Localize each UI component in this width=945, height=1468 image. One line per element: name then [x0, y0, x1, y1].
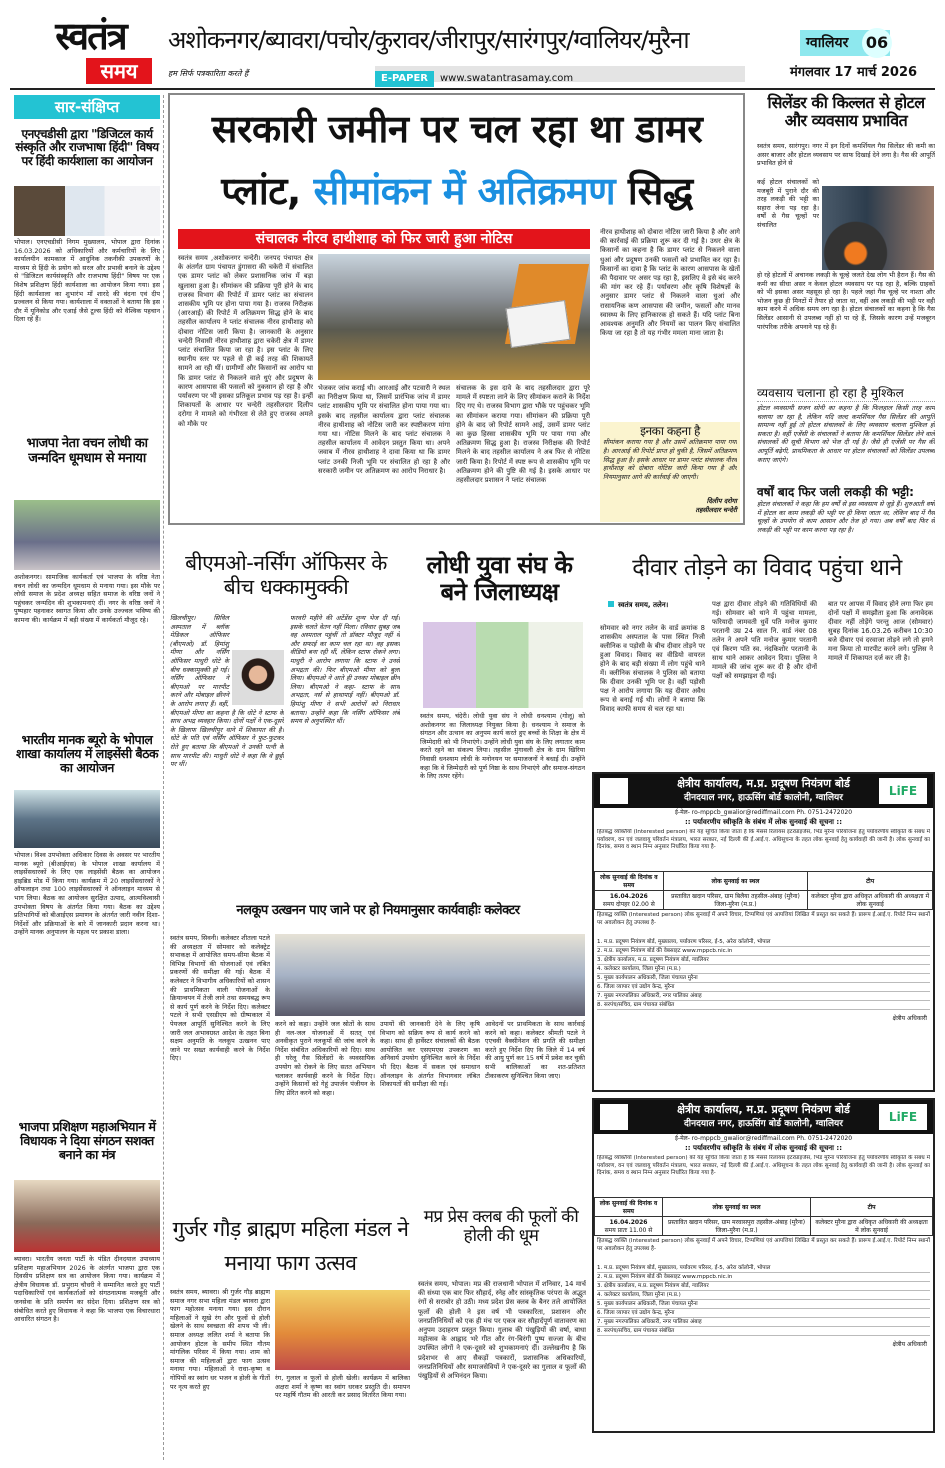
photo: [14, 500, 160, 570]
issue-date: मंगलवार 17 मार्च 2026: [790, 65, 918, 80]
mppcb-logo-icon: [600, 1104, 628, 1130]
ad-notice-title: :: पर्यावरणीय स्वीकृति के संबंध में लोक सुनवाई की सूचना ::: [684, 1144, 843, 1152]
article-body: खिलचीपुर। सिविल अस्पताल में ब्लॉक मेडिकल ऑफिसर (बीएमओ) डॉ. हिमांशु मीणा और नर्सिंग ऑफिसर माधुरी धोटे के बीच धक्कामुक्की हो गई। नर्सिंग ऑफिसर ने बीएमओ पर मारपीट करने और मोबाइल छीनने के आरोप लगाए हैं। वहीं, बीएमओ मीणा का कहना है कि धोटे ने स्टाफ के साथ अभद्र व्यवहार किया। दोनों पक्षों ने एक-दूसरे के खिलाफ खिलचीपुर थाने में शिकायत की है। धोटे के पति एवं नर्सिंग ऑफिसर ने फुट-फुटकर रोते हुए बताया कि बीएमओ ने उनकी पत्नी के साथ मारपीट की। माधुरी धोटे ने कहा कि वे छुट्टी पर थीं।: [170, 614, 284, 769]
quote-body: सीमांकन कराया गया है और उसमें अतिक्रमण पाया गया है। आरआई की रिपोर्ट प्राप्त हो चुकी है, जिसमें अतिक्रमण सिद्ध हुआ है। इसके आधार पर डामर प्लांट संचालक नीरव हाथीशाह को दोबारा नोटिस जारी किया गया है और नियमानुसार आगे की कार्रवाई की जाएगी।: [603, 438, 737, 481]
list-item: 8. सरपंच/सचिव, ग्राम पंचायत संबंधित: [597, 1001, 930, 1010]
meeting-photo: [275, 934, 585, 1016]
article-body: करने को कहा। उन्होंने जल स्रोतों के साथ ही नल-जल योजनाओं में सतत् एवं अनवीकृत पुराने नलकूपों की जांच करने के निर्देश संबंधित अधिकारियों को दिए। साथ ही घरेलू गैस सिलेंडरों के व्यवसायिक उपयोग को रोकने के लिए सतत अभियान चलाकर कार्यवाही करने के निर्देश दिए। उन्होंने किसानों को गेहूं उपार्जन पंजीयन के लिए प्रेरित करने को कहा।: [275, 1020, 375, 1097]
column-divider: [163, 95, 164, 1460]
quote-title: इनका कहना है: [640, 424, 700, 438]
col-header: लोक सुनवाई का स्थल: [662, 1198, 810, 1217]
ad-signatory: क्षेत्रीय अधिकारी: [892, 1341, 927, 1348]
section-header: सार-संक्षिप्त: [14, 95, 160, 119]
article-body: बात पर आपस में विवाद होने लगा फिर हम दोनों पक्षों में समझौता हुआ कि अनावेदक दीवार नहीं तोड़ेंगे परन्तु आज (सोमवार) सुबह दिनांक 16.03.26 करीबन 10:30 बजे दीवार एवं दरवाजा तोड़ने लगे तो हमने मना किया तो मारपीट करने लगे। पुलिस ने मामले में शिकायत दर्ज कर ली है।: [828, 600, 933, 662]
article-body: स्वतंत्र समय, ब्यावरा। श्री गुर्जर गौड़ ब्राह्मण समाज नगर सभा महिला मंडल ब्यावरा द्वारा फाग महोत्सव मनाया गया। इस दौरान महिलाओं ने सूखे रंग और फूलों से होली खेलने के साथ स्वच्छता की शपथ भी ली। समाज अध्यक्ष ललित शर्मा ने बताया कि आयोजन होटल के समीप स्थित गौतम मांगलिक परिसर में किया गया। शाम को समाज की महिलाओं द्वारा फाग उत्सव मनाया गया। महिलाओं ने राधा-कृष्ण व गोपियों का स्वांग धर भजन व होली के गीतों पर नृत्य करते हुए: [170, 1288, 270, 1391]
article-body: उपायों की जानकारी देने के लिए कृषि विभाग को सक्रिय रूप से कार्य करने को कहा। साथ ही हार्वेस्टर संचालकों की बैठक आयोजित कर एसएमएस उपकरण का अनिवार्य उपयोग सुनिश्चित करने के निर्देश भी दिए। बैठक में सकल एवं समाधान ऑनलाइन के अंतर्गत विभागवार लंबित शिकायतों की समीक्षा की गई।: [380, 1020, 480, 1089]
quote-role: तहसीलदार चन्देरी: [695, 506, 737, 515]
ad-body: हितबद्ध व्यक्तियों (Interested person) को यह सूचित किया जाता है कि मेसर्स रिलायंस इंटरप्राइजेस, भिंड मुरैना परियोजना हेतु पर्यावरणीय स्वीकृति के संबंध में पर्यावरण, वन एवं जलवायु परिवर्तन मंत्रालय, भारत सरकार, नई दिल्ली की ई.आई.ए. अधिसूचना के तहत लोक सुनवाई हेतु कार्यवाही की जानी है। लोक सुनवाई का दिनांक, समय व स्थान निम्न अनुसार निर्धारित किया गया है-: [597, 829, 930, 850]
article-body: सोमवार को नगर तलेन के वार्ड क्रमांक 8 शासकीय अस्पताल के पास स्थित निजी क्लीनिक व पड़ोसी के बीच दीवार तोड़ने पर हुआ विवाद। विवाद का वीडियो वायरल होने के बाद बड़ी संख्या में लोग पहुंचे थाने में। क्लीनिक संचालक ने पुलिस को बताया कि दीवार उनकी भूमि पर है। वहीं पड़ोसी पक्ष ने आरोप लगाया कि यह दीवार अवैध रूप से बनाई गई थी। लोगों ने बताया कि विवाद काफी समय से चल रहा था।: [600, 624, 705, 713]
hearing-table: [594, 871, 933, 910]
article-body: पक्ष द्वारा दीवार तोड़ने की गतिविधियों की गई। सोमवार को थाने में पहुंचा मामला, फरियादी जामवती धुर्वे पति मनोज कुमार परतानी उम्र 24 साल नि. वार्ड नंबर 08 तलेन ने अपने पति मनोज कुमार परतानी एवं किरण पति स्व. नंदकिशोर परतानी के साथ थाने आकर आवेदन दिया। पुलिस ने मामले की जांच शुरू कर दी है और दोनों पक्षों को समझाइश दी गई।: [712, 600, 817, 680]
lead-body-col3: संचालक के इस दावे के बाद तहसीलदार द्वारा पूरे मामले में स्पष्टता लाने के लिए सीमांकन कराने के निर्देश दिए गए थे। राजस्व विभाग द्वारा भौके पर पहुंचकर भूमि का सीमांकन कराया गया। सीमांकन की प्रक्रिया पूरी होने के बाद जो रिपोर्ट सामने आई, उसमें डामर प्लांट का कुछ हिस्सा शासकीय भूमि पर पाया गया और अतिक्रमण सिद्ध हुआ है। राजस्व निरीक्षक की रिपोर्ट मिलने के बाद तहसील कार्यालय ने अब फिर से नोटिस जारी किया है। रिपोर्ट में स्पष्ट रूप से शासकीय भूमि पर अतिक्रमण होने की पुष्टि की गई है। इसके आधार पर तहसीलदार प्रशासन ने प्लांट संचालक: [456, 384, 590, 485]
cell: कलेक्टर मुरैना द्वारा अधिकृत अधिकारी की अध्यक्षता में लोक सुनवाई: [808, 891, 933, 910]
list-item: 5. मुख्य कार्यपालन अधिकारी, जिला पंचायत मुरैना: [597, 974, 930, 983]
table-row: [595, 891, 933, 910]
article-body: स्वतंत्र समय, चंदेरी। लोधी युवा संघ ने लोधी धनश्याम (गोलू) को अशोकनगर का जिलाध्यक्ष नियुक्त किया है। धनश्याम ने समाज के संगठन और उत्थान का अनुपम कार्य करते हुए बच्चों के शिक्षा के क्षेत्र में जिम्मेदारी को भी निभाएंगे। उन्होंने लोधी युवा संघ के लिए लगातार काम करते रहने का संकल्प लिया। तहसील मुंगावली क्षेत्र के ग्राम खिरिया निवासी धनश्याम लोधी के मनोनयन पर समाजजनों ने बधाई दी। उन्होंने कहा कि वे जिम्मेदारी को पूर्ण निष्ठा के साथ निभाएंगे और समाज-संगठन के लिए तत्पर रहेंगे।: [420, 712, 585, 781]
wood-stove-photo: [822, 186, 934, 270]
hearing-table: [594, 1197, 933, 1236]
article-body-col1: [170, 614, 284, 874]
list-item: 8. सरपंच/सचिव, ग्राम पंचायत संबंधित: [597, 1327, 930, 1336]
subheading: वर्षों बाद फिर जली लकड़ी की भट्टी:: [757, 485, 914, 499]
ad-signatory: क्षेत्रीय अधिकारी: [892, 1015, 927, 1022]
headline: सिलेंडर की किल्लत से होटल और व्यवसाय प्रभावित: [767, 93, 925, 130]
headline: लोधी युवा संघ के बने जिलाध्यक्ष: [426, 551, 573, 606]
mppcb-logo-icon: [600, 778, 628, 804]
list-item: 1. म.प्र. प्रदूषण नियंत्रण बोर्ड, मुख्यालय, पर्यावरण परिसर, ई-5, अरेरा कॉलोनी, भोपाल: [597, 938, 930, 947]
ad-list: [594, 1264, 933, 1336]
headline: भाजपा प्रशिक्षण महाअभियान में विधायक ने दिया संगठन सशक्त बनाने का मंत्र: [18, 1119, 156, 1162]
list-item: 2. म.प्र. प्रदूषण नियंत्रण बोर्ड की वेबसाइट www.mppcb.nic.in: [597, 1273, 930, 1282]
festival-photo: [275, 1290, 410, 1370]
article-lead: स्वतंत्र समय, सारंगपुर। नगर में इन दिनों कमर्शियल गैस सिलेंडर की कमी का असर बाजार और होटल व्यवसाय पर साफ दिखाई देने लगा है। गैस की आपूर्ति प्रभावित होने से: [757, 142, 935, 168]
public-notice-ad: [592, 772, 935, 1092]
lead-headline-line2: [172, 160, 742, 222]
cell: 16.04.2026: [609, 1218, 648, 1226]
article-body: स्वतंत्र समय, भोपाल। मप्र की राजधानी भोपाल में शनिवार, 14 मार्च की संध्या एक बार फिर सौहार्द, स्नेह और सांस्कृतिक परंपरा के अद्भुत रंगों से सराबोर हो उठी। मध्य प्रदेश प्रेस क्लब के बैनर तले आयोजित फूलों की होली ने इस वर्ष भी पत्रकारिता, प्रशासन और जनप्रतिनिधियों को एक ही मंच पर एकत्र कर सौहार्दपूर्ण वातावरण का अनुपम उदाहरण प्रस्तुत किया। गुलाब की पंखुड़ियों की वर्षा, बाधा महोत्सव के आह्लाद भरे गीत और रंग-बिरंगी पुष्प सज्जा के बीच उपस्थित लोगों ने एक-दूसरे को शुभकामनाएं दीं। उल्लेखनीय है कि प्रदेशभर से आए सैकड़ों पत्रकारों, प्रशासनिक अधिकारियों, जनप्रतिनिधियों और समाजसेवियों ने एक-दूसरे का गुलाल व फूलों की पंखुड़ियों से अभिनंदन किया।: [418, 1280, 586, 1381]
list-item: 4. कलेक्टर कार्यालय, जिला मुरैना (म.प्र.): [597, 965, 930, 974]
cell: प्रस्तावित खदान परिसर, ग्राम बिलैया तहसील-अंबाह (मुरैना) जिला-मुरैना (म.प्र.): [663, 891, 808, 910]
public-notice-ad: [592, 1098, 935, 1433]
headline-part: प्लांट,: [221, 169, 301, 213]
headline: दीवार तोड़ने का विवाद पहुंचा थाने: [632, 555, 902, 581]
edition-badge: [800, 30, 890, 56]
ad-notice-title: :: पर्यावरणीय स्वीकृति के संबंध में लोक सुनवाई की सूचना ::: [684, 818, 843, 826]
list-item: 2. म.प्र. प्रदूषण नियंत्रण बोर्ड की वेबसाइट www.mppcb.nic.in: [597, 947, 930, 956]
epaper-bar: [375, 66, 745, 82]
headline-part: सिद्ध: [627, 169, 693, 213]
ad-header: [594, 774, 933, 808]
headline: भारतीय मानक ब्यूरो के भोपाल शाखा कार्यालय में लाइसेंसी बैठक का आयोजन: [15, 732, 159, 775]
headline: एनएचडीसी द्वारा "डिजिटल कार्य संस्कृति और राजभाषा हिंदी" विषय पर हिंदी कार्यशाला का आयोजन: [15, 127, 159, 168]
ad-email: ई-मेल- ro-mppcb_gwalior@rediffmail.com Ph. 0751-2472020: [674, 1135, 853, 1142]
photo: [14, 1180, 160, 1252]
cell: समय प्रातः 11.00 से: [604, 1226, 653, 1234]
list-item: 4. कलेक्टर कार्यालय, जिला मुरैना (म.प्र.): [597, 1291, 930, 1300]
photo: [14, 790, 160, 848]
list-item: 3. क्षेत्रीय कार्यालय, म.प्र. प्रदूषण नियंत्रण बोर्ड, ग्वालियर: [597, 956, 930, 965]
ad-list: [594, 938, 933, 1010]
col-header: टीप: [811, 1198, 933, 1217]
byline-text: स्वतंत्र समय, तलेन।: [618, 601, 669, 609]
headline: बीएमओ-नर्सिंग ऑफिसर के बीच धक्कामुक्की: [185, 551, 387, 599]
dumper-plant-photo: [318, 254, 590, 380]
headline-highlight: सीमांकन में अतिक्रमण: [313, 169, 616, 213]
photo: [14, 186, 160, 236]
article-body: भोपाल। विश्व उपभोक्ता अधिकार दिवस के अवसर पर भारतीय मानक ब्यूरो (बीआईएस) के भोपाल शाखा कार्यालय में लाइसेंसधारकों के लिए एक लाइसेंसी बैठक का आयोजन हाइब्रिड मोड में किया गया। कार्यक्रम में 20 लाइसेंसधारकों ने ऑफलाइन तथा 100 लाइसेंसधारकों ने ऑनलाइन माध्यम से भाग लिया। बैठक का आयोजन सुरक्षित उत्पाद, आत्मविश्वासी उपभोक्ता विषय के अंतर्गत किया गया। बैठक का उद्देश्य प्रतिभागियों को बीआईएस प्रमाणन के अंतर्गत जारी नवीन दिशा-निर्देशों और प्रक्रियाओं के बारे में जानकारी प्रदान करना था। उन्होंने मानक अनुपालन के महत्व पर प्रकाश डाला।: [14, 851, 160, 937]
article-body: आवेदनों पर प्राथमिकता के साथ कार्रवाई करने को कहा। कलेक्टर श्रीमती पटले ने एएचवी वैक्सीनेशन की प्रगति की समीक्षा करते हुए निर्देश दिए कि जिले में 14 वर्ष की आयु पूर्ण कर 15 वर्ष में प्रवेश कर चुकी सभी बालिकाओं का शत-प्रतिशत टीकाकरण सुनिश्चित किया जाए।: [485, 1020, 585, 1080]
col-header: लोक सुनवाई का स्थल: [663, 872, 808, 891]
article-body: अशोकनगर। सामाजिक कार्यकर्ता एवं भाजपा के वरिष्ठ नेता वचन लोधी का जन्मदिन धूमधाम से मनाया गया। इस मौके पर लोधी समाज के प्रदेश अध्यक्ष सहित समाज के वरिष्ठ जनों ने पहुंचकर जन्मदिन की शुभकामनाएं दीं। नगर के वरिष्ठ जनों ने पुष्पहार पहनाकर स्वागत किया और उनके उज्ज्वल भविष्य की कामना की। कार्यक्रम में बड़ी संख्या में कार्यकर्ता मौजूद रहे।: [14, 573, 160, 624]
life-logo: LiFE: [879, 778, 927, 804]
quote-name: दिलीप दरोगा: [706, 497, 737, 506]
article-body: होटल संचालकों ने कहा कि हम वर्षों से इस व्यवसाय से जुड़े हैं। शुरुआती वर्षों में होटल का काम लकड़ी की भट्टी पर ही किया जाता था, लेकिन बाद में गैस चूल्हों के उपयोग से काम आसान और तेज हो गया। अब वर्षों बाद फिर से लकड़ी की भट्टी पर काम करना पड़ रहा है।: [757, 500, 935, 534]
ad-address: दीनदयाल नगर, हाऊसिंग बोर्ड कालोनी, ग्वालियर: [684, 1119, 843, 1129]
article-body: होटल व्यवसायी सजन सोनी का कहना है कि फिलहाल किसी तरह काम चलाया जा रहा है, लेकिन यदि जल्द कमर्शियल गैस सिलेंडर की आपूर्ति सामान्य नहीं हुई तो होटल संचालकों के लिए व्यवसाय चलाना मुश्किल हो सकता है। वहीं एजेंसी के संचालकों ने बताया कि कमर्शियल सिलेंडर लेने वाले संचालकों की सूची विभाग को भेज दी गई है। जैसे ही एजेंसी पर गैस की आपूर्ति बढ़ेगी, प्राथमिकता के आधार पर होटल संचालकों को सिलेंडर उपलब्ध कराए जाएंगे।: [757, 404, 935, 464]
ad-list-intro: हितबद्ध व्यक्ति (Interested person) लोक सुनवाई में अपने विचार, टिप्पणियां एवं आपत्तियां लिखित में प्रस्तुत कर सकते हैं। प्रारूप ई.आई.ए. रिपोर्ट निम्न स्थानों पर अवलोकन हेतु उपलब्ध है-: [597, 912, 930, 926]
masthead-rule: [10, 88, 935, 90]
list-item: 7. मुख्य नगरपालिका अधिकारी, नगर पालिका अंबाह: [597, 1318, 930, 1327]
headline: मप्र प्रेस क्लब की फूलों की होली की धूम: [423, 1207, 579, 1247]
col-header: टीप: [808, 872, 933, 891]
col-header: लोक सुनवाई की दिनांक व समय: [595, 872, 664, 891]
table-row: [595, 1217, 933, 1236]
nurse-photo: [232, 650, 284, 705]
ad-header: [594, 1100, 933, 1134]
article-body: भोपाल। एनएचडीसी निगम मुख्यालय, भोपाल द्वारा दिनांक 16.03.2026 को अधिकारियों और कर्मचारियों के लिए कार्यालयीन कामकाज में आधुनिक तकनीकी उपकरणों के माध्यम से हिंदी के प्रयोग को सरल और प्रभावी बनाने के उद्देश्य से "डिजिटल कार्यसंस्कृति और राजभाषा हिंदी" विषय पर एक विशेष प्रशिक्षण हिंदी कार्यशाला का आयोजन किया गया। इस हिंदी कार्यशाला का शुभारंभ माँ शारदे की वंदना एवं दीप प्रज्वलन से किया गया। कार्यशाला में वक्ताओं ने बताया कि इस दौर में यूनिकोड और एआई जैसे टूल्स हिंदी को वैश्विक पहचान दिला रहे हैं।: [14, 238, 160, 324]
article-body: रंग, गुलाल व फूलों से होली खेली। कार्यक्रम में बालिका अक्षरा शर्मा ने कृष्ण का स्वांग धरकर प्रस्तुति दी। समापन पर महर्षि गौतम की आरती कर प्रसाद वितरित किया गया।: [275, 1374, 410, 1400]
article-body: ब्यावरा। भारतीय जनता पार्टी के पंडित दीनदयाल उपाध्याय प्रशिक्षण महाअभियान 2026 के अंतर्गत भाजपा द्वारा एक दिवसीय प्रशिक्षण सत्र का आयोजन किया गया। कार्यक्रम में क्षेत्रीय विधायक डॉ. प्रभुराम चौधरी ने सम्मानित करते हुए पार्टी पदाधिकारियों एवं कार्यकर्ताओं को संगठनात्मक मजबूती और जनसेवा के प्रति समर्पण का संदेश दिया। प्रशिक्षण सत्र को संबोधित करते हुए विधायक ने कहा कि भाजपा एक विचारधारा आधारित संगठन है।: [14, 1255, 160, 1324]
lead-body-col1: स्वतंत्र समय ,अशोकनगर चन्देरी। जनपद पंचायत क्षेत्र के अंतर्गत ग्राम पंचायत डुंगासरा की चकेरी में संचालित एक डामर प्लांट को लेकर प्रशासनिक जांच में बड़ा खुलासा हुआ है। सीमांकन की प्रक्रिया पूरी होने के बाद राजस्व विभाग की रिपोर्ट में डामर प्लांट का संचालन शासकीय भूमि पर होना पाया गया है। राजस्व निरीक्षक (आरआई) की रिपोर्ट में अतिक्रमण सिद्ध होने के बाद तहसील कार्यालय ने प्लांट संचालक नीरव हाथीशाह को दोबारा नोटिस जारी किया है। जानकारी के अनुसार चन्देरी निवासी नीरव हाथीशाह द्वारा चकेरी क्षेत्र में डामर प्लांट संचालित किया जा रहा है। इस प्लांट के लिए स्थानीय स्तर पर पहले से ही कई तरह की शिकायतें सामने आ रही थीं। ग्रामीणों और किसानों का आरोप था कि डामर प्लांट से निकलने वाले धुएं और प्रदूषण के कारण आसपास की फसलों को नुकसान हो रहा है और पर्यावरण पर भी इसका प्रतिकूल प्रभाव पड़ रहा है। इन्हीं शिकायतों के आधार पर चन्देरी तहसीलदार दिलीप दरोगा ने मामले को गंभीरता से लेते हुए राजस्व अमले को मौके पर: [178, 254, 313, 428]
list-item: 5. मुख्य कार्यपालन अधिकारी, जिला पंचायत मुरैना: [597, 1300, 930, 1309]
col-header: लोक सुनवाई की दिनांक व समय: [595, 1198, 663, 1217]
byline: [608, 601, 668, 610]
ad-title: क्षेत्रीय कार्यालय, म.प्र. प्रदूषण नियंत्रण बोर्ड: [677, 777, 850, 790]
ad-list-intro: हितबद्ध व्यक्ति (Interested person) लोक सुनवाई में अपने विचार, टिप्पणियां एवं आपत्तियां लिखित में प्रस्तुत कर सकते हैं। प्रारूप ई.आई.ए. रिपोर्ट निम्न स्थानों पर अवलोकन हेतु उपलब्ध है-: [597, 1238, 930, 1252]
group-photo: [423, 622, 583, 708]
article-body: हो रहे होटलों में अचानक लकड़ी के चूल्हे जलते देख लोग भी हैरान हैं। गैस की कमी का सीधा असर न केवल होटल व्यवसाय पर पड़ रहा है, बल्कि ग्राहकों को भी इसका असर महसूस हो रहा है। पहले जहां गैस चूल्हे पर नाश्ता और भोजन कुछ ही मिनटों में तैयार हो जाता था, वहीं अब लकड़ी की भट्टी पर वही काम करने में अधिक समय लग रहा है। होटल संचालकों का कहना है कि गैस सिलेंडर आसानी से उपलब्ध नहीं हो पा रहे हैं, जिसके कारण उन्हें मजबूरन पारंपरिक तरीके अपनाने पड़ रहे हैं।: [757, 271, 935, 331]
list-item: 1. म.प्र. प्रदूषण नियंत्रण बोर्ड, मुख्यालय, पर्यावरण परिसर, ई-5, अरेरा कॉलोनी, भोपाल: [597, 1264, 930, 1273]
article-body: कई होटल संचालकों को मजबूरी में पुराने दौर की तरह लकड़ी की भट्टी का सहारा लेना पड़ रहा है। वर्षों से गैस चूल्हों पर संचालित: [757, 178, 819, 229]
lead-body-col4: नीरव हाथीशाह को दोबारा नोटिस जारी किया है और आगे की कार्रवाई की प्रक्रिया शुरू कर दी गई है। उधर क्षेत्र के किसानों का कहना है कि डामर प्लांट से निकलने वाला धुआं और प्रदूषण उनकी फसलों को प्रभावित कर रहा है। किसानों का दावा है कि प्लांट के कारण आसपास के खेतों की पैदावार पर असर पड़ रहा है, इसलिए वे इसे बंद करने की मांग कर रहे हैं। पर्यावरण और कृषि विशेषज्ञों के अनुसार डामर प्लांट से निकलने वाला धुआं और रासायनिक कण आसपास की जमीन, फसलों और मानव स्वास्थ्य के लिए हानिकारक हो सकते हैं। यदि प्लांट बिना आवश्यक अनुमति और नियमों का पालन किए संचालित किया जा रहा है तो यह गंभीर ममला माना जाता है।: [600, 228, 740, 338]
list-item: 6. जिला व्यापार एवं उद्योग केन्द्र, मुरैना: [597, 1309, 930, 1318]
website-link[interactable]: www.swatantrasamay.com: [440, 73, 574, 84]
ad-title: क्षेत्रीय कार्यालय, म.प्र. प्रदूषण नियंत्रण बोर्ड: [677, 1103, 850, 1116]
article-body: फरवरी महीने की अटेंडेंस शून्य भेज दी गई। इसके चलते वेतन नहीं मिला। रविवार सुबह जब वह अस्पताल पहुंचीं तो डॉक्टर मौजूद नहीं थे और सफाई का काम चल रहा था। वह इसका वीडियो बना रही थीं, लेकिन स्टाफ रोकने लगा। माधुरी ने आरोप लगाया कि स्टाफ ने उनसे अभद्रता की। फिर बीएमओ मीणा को बुला लिया। बीएमओ ने आते ही उनका मोबाइल छीन लिया। बीएमओ ने कहा- स्टाफ के साथ अभद्रता, नर्स से हाथापाई नहीं। बीएमओ डॉ. हिमांशु मीणा ने सभी आरोपों को निराधार बताया। उन्होंने कहा कि नर्सिंग ऑफिसर लंबे समय से अनुपस्थित थीं।: [290, 614, 400, 726]
logo-bottom: समय: [86, 58, 152, 84]
headline: नलकूप उत्खनन पाए जाने पर हो नियमानुसार कार्यवाहीः कलेक्टर: [236, 903, 520, 918]
page-number: 06: [862, 28, 892, 58]
epaper-label: E-PAPER: [375, 71, 434, 87]
lead-subhead: संचालक नीरव हाथीशाह को फिर जारी हुआ नोटिस: [178, 229, 590, 249]
edition-name: ग्वालियर: [806, 35, 849, 51]
lead-headline-line1: सरकारी जमीन पर चल रहा था डामर: [211, 107, 703, 151]
tagline: हम सिर्फ पत्रकारिता करते हैं: [168, 69, 249, 78]
ad-email: ई-मेल- ro-mppcb_gwalior@rediffmail.com Ph. 0751-2472020: [674, 809, 853, 816]
logo-top: स्वतंत्र: [55, 14, 126, 58]
ad-body: हितबद्ध व्यक्तियों (Interested person) को यह सूचित किया जाता है कि मेसर्स रिलायंस इंटरप्राइजेस, भिंड मुरैना परियोजना हेतु पर्यावरणीय स्वीकृति के संबंध में पर्यावरण, वन एवं जलवायु परिवर्तन मंत्रालय, भारत सरकार, नई दिल्ली की ई.आई.ए. अधिसूचना के तहत लोक सुनवाई हेतु कार्यवाही की जानी है। लोक सुनवाई का दिनांक, समय व स्थान निम्न अनुसार निर्धारित किया गया है-: [597, 1155, 930, 1176]
cell: कलेक्टर मुरैना द्वारा अधिकृत अधिकारी की अध्यक्षता में लोक सुनवाई: [811, 1217, 933, 1236]
list-item: 6. जिला व्यापार एवं उद्योग केन्द्र, मुरैना: [597, 983, 930, 992]
quote-box: [600, 422, 740, 522]
ad-address: दीनदयाल नगर, हाऊसिंग बोर्ड कालोनी, ग्वालियर: [684, 793, 843, 803]
list-item: 7. मुख्य नगरपालिका अधिकारी, नगर पालिका अंबाह: [597, 992, 930, 1001]
edition-cities: अशोकनगर/ब्यावरा/पचोर/कुरावर/जीरापुर/सारंगपुर/ग्वालियर/मुरैना: [168, 26, 689, 54]
cell: 16.04.2026: [609, 892, 648, 900]
article-body: स्वतंत्र समय, सिवनी। कलेक्टर शीतला पटले की अध्यक्षता में सोमवार को कलेक्ट्रेट सभाकक्ष में आयोजित समय-सीमा बैठक में विभिन्न विभागों की योजनाओं एवं लंबित प्रकरणों की समीक्षा की गई। बैठक में कलेक्टर ने विभागीय अधिकारियों को शासन की प्राथमिकता वाली योजनाओं के क्रियान्वयन में तेजी लाने तथा समयबद्ध रूप से कार्य पूर्ण करने के निर्देश दिए। कलेक्टर पटले ने सभी एसडीएम को ग्रीष्मकाल में पेयजल आपूर्ति सुनिश्चित करने के लिए जारी जल अभावग्रस्त आदेश के तहत बिना सक्षम अनुमति के नलकूप उत्खनन पाए जाने पर सख्त कार्यवाही करने के निर्देश दिए।: [170, 934, 270, 1063]
subheading: व्यवसाय चलाना हो रहा है मुश्किल: [757, 384, 935, 402]
cell: समय दोपहर 02.00 से: [602, 900, 655, 908]
headline: गुर्जर गौड़ ब्राह्मण महिला मंडल ने मनाया फाग उत्सव: [172, 1217, 409, 1275]
cell: प्रस्तावित खदान परिसर, ग्राम मरवासपुरा तहसील-अंबाह (मुरैना) जिला-मुरैना (म.प्र.): [662, 1217, 810, 1236]
list-item: 3. क्षेत्रीय कार्यालय, म.प्र. प्रदूषण नियंत्रण बोर्ड, ग्वालियर: [597, 1282, 930, 1291]
life-logo: LiFE: [879, 1104, 927, 1130]
headline: भाजपा नेता वचन लोधी का जन्मदिन धूमधाम से मनाया: [26, 436, 148, 466]
lead-body-col2: भेजकर जांच कराई थी। आरआई और पटवारी ने स्थल का निरीक्षण किया था, जिसमें प्रारंभिक जांच में डामर प्लांट शासकीय भूमि पर संचालित होना पाया गया था। इसके बाद तहसील कार्यालय द्वारा प्लांट संचालक नीरव हाथीशाह को नोटिस जारी कर स्पष्टीकरण मांगा गया था। नोटिस मिलने के बाद प्लांट संचालक ने तहसील कार्यालय में आवेदन प्रस्तुत किया था। अपने जवाब में नीरव हाथीशाह ने दावा किया था कि डामर प्लांट उनकी निजी भूमि पर संचालित हो रहा है और सरकारी जमीन पर अतिक्रमण का आरोप निराधार है।: [318, 384, 450, 475]
